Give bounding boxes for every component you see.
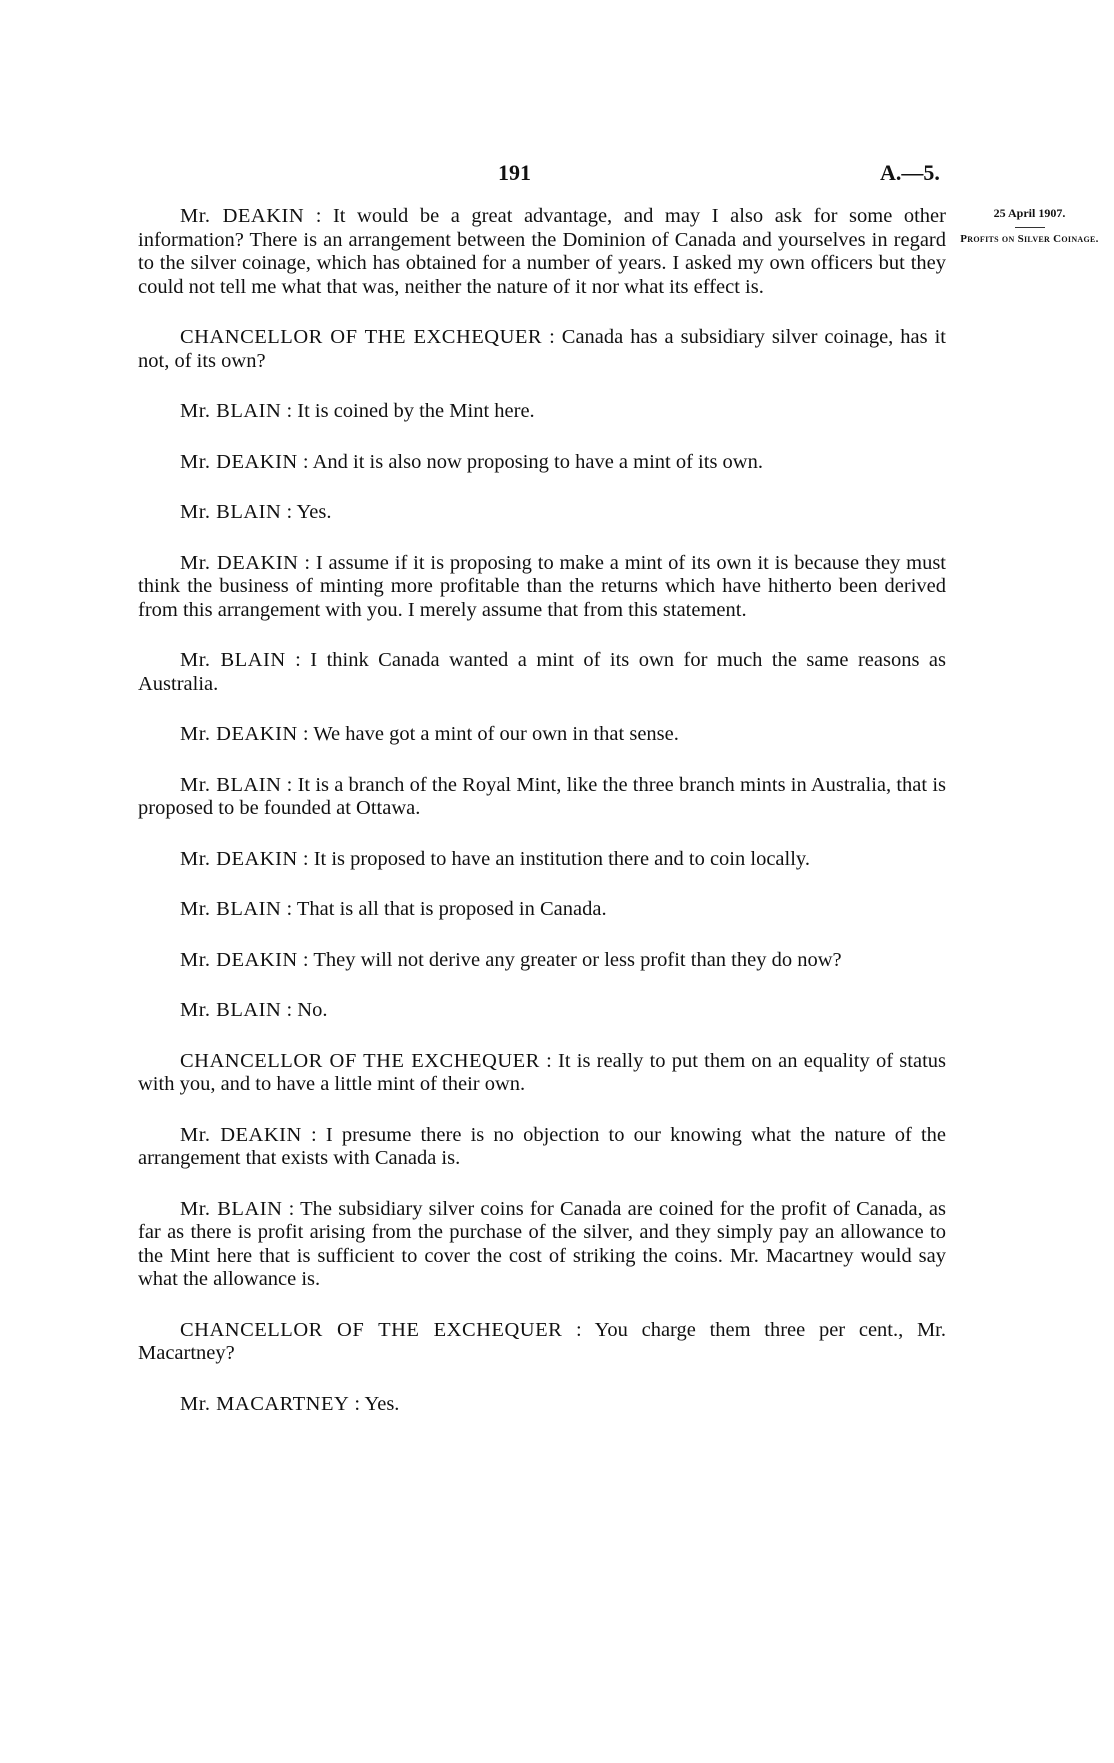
paragraph: Mr. BLAIN : That is all that is proposed in Canada. bbox=[180, 898, 607, 920]
speaker-name: Mr. DEAKIN bbox=[180, 1123, 302, 1146]
paragraph: Mr. DEAKIN : I presume there is no objection to our knowing what the nature of the arrangement that exists with Canada is. bbox=[138, 1123, 946, 1169]
speech-text: It is proposed to have an institution there and to coin locally. bbox=[313, 847, 810, 870]
transcript-body bbox=[138, 205, 946, 1443]
speaker-name: Mr. BLAIN bbox=[180, 773, 282, 796]
speech-text: They will not derive any greater or less profit than they do now? bbox=[313, 948, 842, 971]
speech-text: And it is also now proposing to have a mint of its own. bbox=[312, 450, 763, 473]
paragraph: Mr. DEAKIN : I assume if it is proposing to make a mint of its own it is because they must think the business of minting more profitable than the returns which have hitherto been derived from this arrangement with you. I merely assume that from this statement. bbox=[138, 551, 946, 621]
paragraph: CHANCELLOR OF THE EXCHEQUER : Canada has a subsidiary silver coinage, has it not, of its own? bbox=[138, 326, 946, 372]
speaker-name: Mr. BLAIN bbox=[180, 501, 282, 523]
speech-text: We have got a mint of our own in that sense. bbox=[313, 723, 679, 745]
paragraph: CHANCELLOR OF THE EXCHEQUER : You charge them three per cent., Mr. Macartney? bbox=[138, 1318, 947, 1364]
speaker-name: Mr. DEAKIN bbox=[180, 551, 299, 574]
speech-text: It is really to put them on an equality of status with you, and to have a little mint of their own. bbox=[138, 1049, 946, 1095]
speaker-name: Mr. DEAKIN bbox=[180, 450, 298, 473]
speech-text: I presume there is no objection to our knowing what the nature of the arrangement that exists with Canada is. bbox=[138, 1123, 946, 1169]
paragraph: Mr. BLAIN : Yes. bbox=[180, 501, 332, 523]
speaker-name: CHANCELLOR OF THE EXCHEQUER bbox=[180, 1049, 540, 1072]
speaker-name: Mr. BLAIN bbox=[180, 1197, 283, 1220]
page-number: 191 bbox=[498, 160, 531, 185]
speaker-name: Mr. DEAKIN bbox=[180, 723, 298, 745]
speech-text: The subsidiary silver coins for Canada are coined for the profit of Canada, as far as there is profit arising from the purchase of the silver, and they simply pay an allowance to the Mint here that is sufficient to cover the cost of striking the coins. Mr. Macartney would say what the allowance is. bbox=[138, 1197, 946, 1290]
paragraph: Mr. BLAIN : It is coined by the Mint here. bbox=[180, 400, 535, 422]
speech-text: I assume if it is proposing to make a mint of its own it is because they must think the business of minting more profitable than the returns which have hitherto been derived from this arrangement with you. I merely assume that from this statement. bbox=[138, 551, 946, 621]
paragraph: Mr. DEAKIN : And it is also now proposing to have a mint of its own. bbox=[180, 450, 763, 473]
speech-text: Canada has a subsidiary silver coinage, has it not, of its own? bbox=[138, 326, 946, 372]
paragraph: Mr. BLAIN : It is a branch of the Royal Mint, like the three branch mints in Australia, that is proposed to be founded at Ottawa. bbox=[138, 773, 946, 819]
speech-text: Yes. bbox=[364, 1392, 400, 1415]
speaker-name: Mr. BLAIN bbox=[180, 999, 282, 1021]
paragraph: Mr. DEAKIN : They will not derive any greater or less profit than they do now? bbox=[180, 948, 842, 971]
document-code: A.—5. bbox=[880, 160, 940, 185]
speaker-name: Mr. DEAKIN bbox=[180, 205, 305, 227]
speech-text: It is coined by the Mint here. bbox=[297, 400, 535, 422]
speaker-name: CHANCELLOR OF THE EXCHEQUER bbox=[180, 326, 543, 348]
paragraph: Mr. DEAKIN : It is proposed to have an institution there and to coin locally. bbox=[180, 847, 810, 870]
speech-text: That is all that is proposed in Canada. bbox=[296, 898, 607, 920]
paragraph: Mr. BLAIN : The subsidiary silver coins for Canada are coined for the profit of Canada, as far as there is profit arising from the purchase of the silver, and they simply pay an allowance to the Mint here that is sufficient to cover the cost of striking the coins. Mr. Macartney would say what the allowance is. bbox=[138, 1197, 946, 1290]
speaker-name: Mr. BLAIN bbox=[180, 649, 286, 671]
speaker-name: Mr. BLAIN bbox=[180, 898, 282, 920]
speech-text: You charge them three per cent., Mr. Macartney? bbox=[138, 1318, 947, 1364]
speech-text: It would be a great advantage, and may I also ask for some other information? There is an arrangement between the Dominion of Canada and yourselves in regard to the silver coinage, which has obtained for a number of years. I asked my own officers but they could not tell me what that was, neither the nature of it nor what its effect is. bbox=[138, 205, 946, 298]
speaker-name: Mr. BLAIN bbox=[180, 400, 282, 422]
paragraph: Mr. BLAIN : No. bbox=[180, 999, 328, 1021]
paragraph: CHANCELLOR OF THE EXCHEQUER : It is really to put them on an equality of status with you, and to have a little mint of their own. bbox=[138, 1049, 946, 1095]
speech-text: I think Canada wanted a mint of its own for much the same reasons as Australia. bbox=[138, 649, 946, 695]
paragraph: Mr. DEAKIN : It would be a great advantage, and may I also ask for some other information? There is an arrangement between the Dominion of Canada and yourselves in regard to the silver coinage, which has obtained for a number of years. I asked my own officers but they could not tell me what that was, neither the nature of it nor what its effect is. bbox=[138, 205, 946, 298]
margin-topic: Profits on Silver Coinage. bbox=[960, 233, 1099, 245]
speaker-name: CHANCELLOR OF THE EXCHEQUER bbox=[180, 1318, 563, 1341]
speech-text: Yes. bbox=[296, 501, 332, 523]
margin-note bbox=[952, 205, 1107, 247]
paragraph: Mr. MACARTNEY : Yes. bbox=[180, 1392, 400, 1415]
paragraph: Mr. DEAKIN : We have got a mint of our own in that sense. bbox=[180, 723, 679, 745]
paragraph: Mr. BLAIN : I think Canada wanted a mint of its own for much the same reasons as Australia. bbox=[138, 649, 946, 695]
margin-divider bbox=[1015, 227, 1045, 228]
margin-date: 25 April 1907. bbox=[993, 206, 1066, 220]
speaker-name: Mr. MACARTNEY bbox=[180, 1392, 350, 1415]
speaker-name: Mr. DEAKIN bbox=[180, 948, 298, 971]
speaker-name: Mr. DEAKIN bbox=[180, 847, 298, 870]
speech-text: It is a branch of the Royal Mint, like the three branch mints in Australia, that is proposed to be founded at Ottawa. bbox=[138, 773, 946, 819]
speech-text: No. bbox=[297, 999, 328, 1021]
